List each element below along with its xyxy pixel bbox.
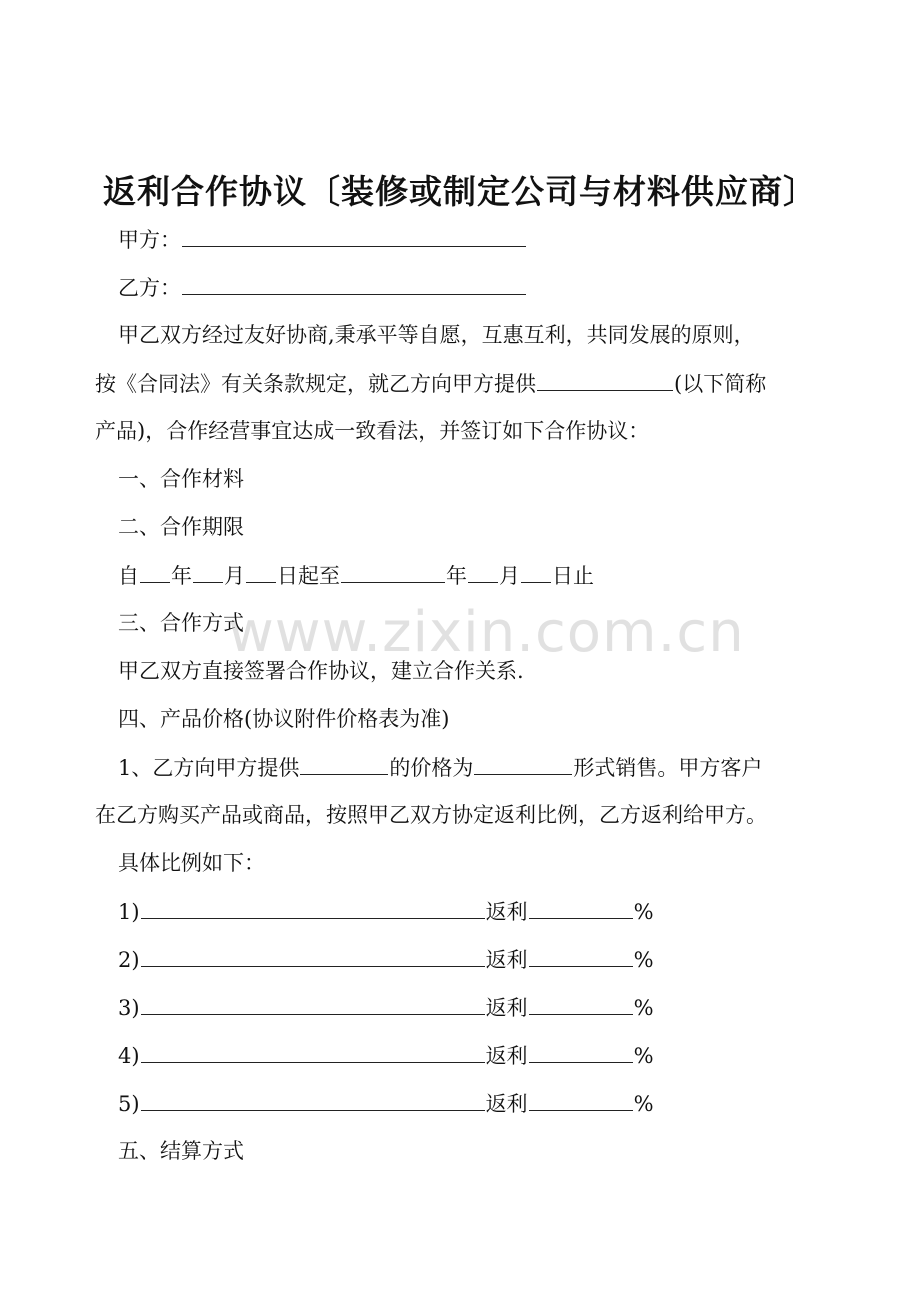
- term-end-month-label: 月: [499, 564, 520, 588]
- rebate-item-blank[interactable]: [141, 992, 485, 1015]
- intro-line-2: [95, 368, 766, 399]
- rebate-label: 返利: [485, 900, 528, 924]
- section-3-heading: 三、合作方式: [118, 611, 244, 635]
- rebate-row: [118, 992, 654, 1023]
- rebate-row-number: 4): [118, 1044, 140, 1068]
- rebate-label: 返利: [485, 1044, 528, 1068]
- rebate-row-number: 5): [118, 1092, 140, 1116]
- section-3-body: 甲乙双方直接签署合作协议，建立合作关系.: [118, 659, 524, 683]
- party-b-blank[interactable]: [182, 272, 526, 295]
- intro-line-3: 产品)，合作经营事宜达成一致看法，并签订如下合作协议：: [95, 419, 650, 443]
- percent-sign: %: [633, 948, 654, 972]
- rebate-percent-blank[interactable]: [529, 944, 633, 967]
- end-month-blank[interactable]: [468, 560, 498, 583]
- rebate-label: 返利: [485, 996, 528, 1020]
- rebate-label: 返利: [485, 948, 528, 972]
- term-day-to-label: 日止: [552, 564, 594, 588]
- intro-line-1: 甲乙双方经过友好协商,秉承平等自愿，互惠互利，共同发展的原则，: [118, 323, 755, 347]
- term-line: [118, 560, 594, 591]
- start-year-blank[interactable]: [140, 560, 170, 583]
- rebate-row-number: 3): [118, 996, 140, 1020]
- term-month-label: 月: [224, 564, 245, 588]
- rebate-row: [118, 944, 654, 975]
- rebate-percent-blank[interactable]: [529, 896, 633, 919]
- section-2-heading: 二、合作期限: [118, 515, 244, 539]
- watermark: www.zixin.com.cn: [228, 600, 745, 665]
- rebate-item-blank[interactable]: [141, 1040, 485, 1063]
- party-a-label: 甲方：: [118, 228, 181, 252]
- supply-item-blank[interactable]: [300, 752, 388, 775]
- start-day-blank[interactable]: [246, 560, 276, 583]
- intro-line-2-text: 按《合同法》有关条款规定，就乙方向甲方提供: [95, 372, 536, 396]
- price-form-blank[interactable]: [474, 752, 572, 775]
- rebate-percent-blank[interactable]: [529, 992, 633, 1015]
- term-day-from-label: 日起至: [277, 564, 340, 588]
- percent-sign: %: [633, 1092, 654, 1116]
- rebate-percent-blank[interactable]: [529, 1088, 633, 1111]
- percent-sign: %: [633, 996, 654, 1020]
- price-text-b: 的价格为: [389, 756, 474, 780]
- percent-sign: %: [633, 900, 654, 924]
- rebate-row: [118, 1088, 654, 1119]
- party-b-line: [118, 272, 527, 303]
- end-day-blank[interactable]: [521, 560, 551, 583]
- product-blank[interactable]: [537, 368, 673, 391]
- rebate-row-number: 2): [118, 948, 140, 972]
- price-line-1: [118, 752, 762, 783]
- rebate-row: [118, 1040, 654, 1071]
- price-line-2: 在乙方购买产品或商品，按照甲乙双方协定返利比例，乙方返利给甲方。: [95, 803, 767, 827]
- section-4-heading: 四、产品价格(协议附件价格表为准): [118, 707, 450, 731]
- rebate-item-blank[interactable]: [141, 944, 485, 967]
- rebate-percent-blank[interactable]: [529, 1040, 633, 1063]
- ratio-intro: 具体比例如下：: [118, 851, 265, 875]
- start-month-blank[interactable]: [193, 560, 223, 583]
- section-1-heading: 一、合作材料: [118, 467, 244, 491]
- price-text-c: 形式销售。甲方客户: [573, 756, 763, 780]
- term-end-year-label: 年: [446, 564, 467, 588]
- document-title: 返利合作协议〔装修或制定公司与材料供应商〕: [103, 172, 817, 211]
- rebate-item-blank[interactable]: [141, 1088, 485, 1111]
- party-a-blank[interactable]: [182, 224, 526, 247]
- rebate-row-number: 1): [118, 900, 140, 924]
- rebate-row: [118, 896, 654, 927]
- term-year-label: 年: [171, 564, 192, 588]
- price-text-a: 1、乙方向甲方提供: [118, 756, 300, 780]
- end-year-blank[interactable]: [341, 560, 445, 583]
- rebate-label: 返利: [485, 1092, 528, 1116]
- percent-sign: %: [633, 1044, 654, 1068]
- party-b-label: 乙方：: [118, 276, 181, 300]
- rebate-item-blank[interactable]: [141, 896, 485, 919]
- party-a-line: [118, 224, 527, 255]
- section-5-heading: 五、结算方式: [118, 1139, 244, 1163]
- term-from: 自: [118, 564, 139, 588]
- intro-line-2-suffix: (以下简称: [674, 372, 767, 396]
